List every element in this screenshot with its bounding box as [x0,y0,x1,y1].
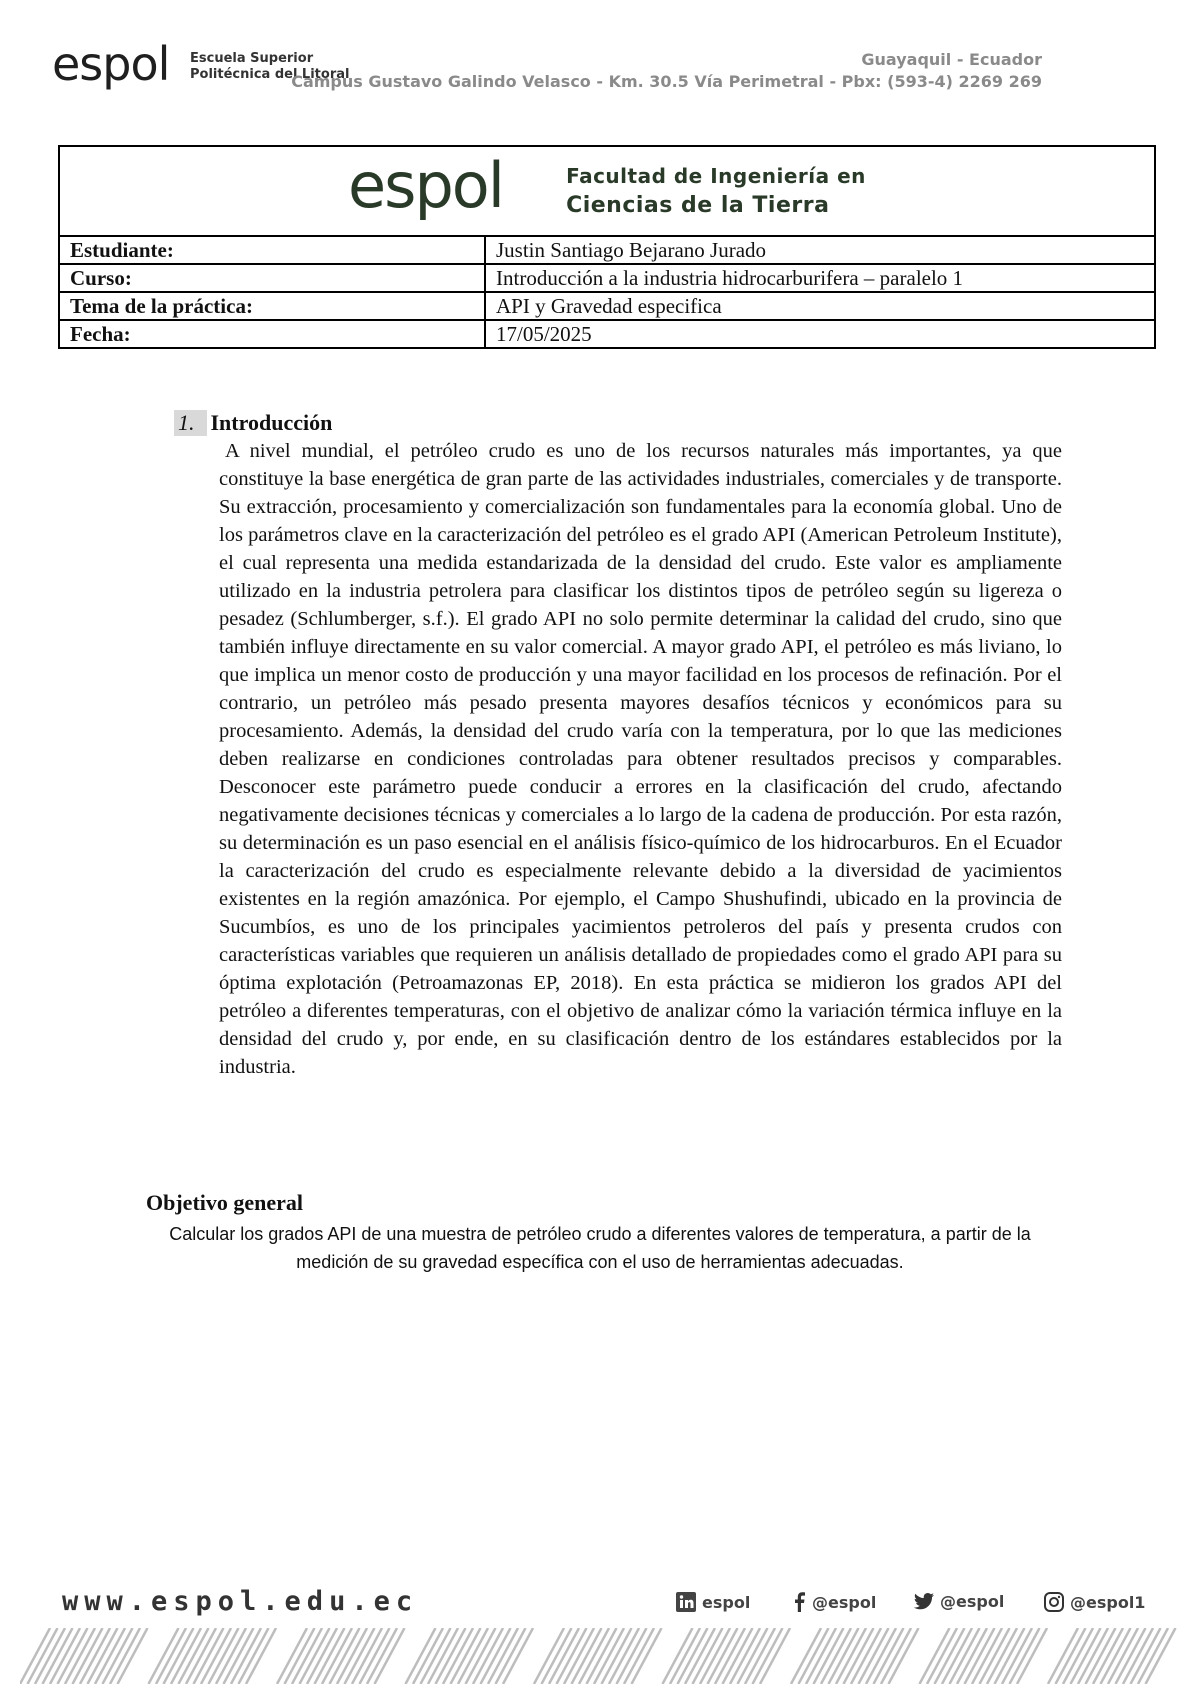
topic-label: Tema de la práctica: [59,292,485,320]
footer-stripes-decoration [20,1628,1180,1684]
stripe-line [186,1628,216,1684]
stripe-line [609,1628,639,1684]
stripe-line [65,1628,95,1684]
stripe-line [1017,1628,1047,1684]
stripe-line [179,1628,209,1684]
stripe-line [987,1628,1017,1684]
stripe-line [164,1628,194,1684]
stripe-line [549,1628,579,1684]
student-label: Estudiante: [59,236,485,264]
header-address: Campus Gustavo Galindo Velasco - Km. 30.5 Vía Perimetral - Pbx: (593-4) 2269 269 [291,72,1042,91]
stripe-block [534,1628,662,1684]
stripe-line [685,1628,715,1684]
facebook-icon [792,1592,806,1612]
stripe-line [700,1628,730,1684]
stripe-line [1078,1628,1108,1684]
stripe-line [110,1628,140,1684]
stripe-line [866,1628,896,1684]
stripe-block [1048,1628,1176,1684]
stripe-line [149,1628,179,1684]
logo-wordmark: espol [52,40,170,91]
course-value: Introducción a la industria hidrocarburifera – paralelo 1 [485,264,1155,292]
stripe-line [617,1628,647,1684]
stripe-line [156,1628,186,1684]
stripe-line [760,1628,790,1684]
stripe-line [753,1628,783,1684]
stripe-line [1138,1628,1168,1684]
facebook-handle: @espol [812,1592,877,1612]
stripe-line [337,1628,367,1684]
stripe-line [624,1628,654,1684]
stripe-line [496,1628,526,1684]
stripe-line [315,1628,345,1684]
stripe-block [663,1628,791,1684]
stripe-line [503,1628,533,1684]
footer-instagram[interactable] [1044,1592,1145,1612]
stripe-line [579,1628,609,1684]
stripe-line [594,1628,624,1684]
stripe-line [836,1628,866,1684]
stripe-line [693,1628,723,1684]
stripe-line [851,1628,881,1684]
student-info-table [58,145,1156,349]
stripe-line [935,1628,965,1684]
stripe-line [466,1628,496,1684]
objective-paragraph: Calcular los grados API de una muestra de petróleo crudo a diferentes valores de temperatura, a partir de la medición de su gravedad específica con el uso de herramientas adecuadas. [169,1224,1031,1272]
stripe-line [451,1628,481,1684]
stripe-line [859,1628,889,1684]
stripe-line [421,1628,451,1684]
stripe-line [300,1628,330,1684]
stripe-line [791,1628,821,1684]
stripe-line [428,1628,458,1684]
stripe-line [20,1628,50,1684]
date-label: Fecha: [59,320,485,348]
stripe-line [799,1628,829,1684]
stripe-line [285,1628,315,1684]
stripe-line [35,1628,65,1684]
stripe-line [360,1628,390,1684]
footer-facebook[interactable] [792,1592,876,1612]
stripe-line [730,1628,760,1684]
faculty-line1: Facultad de Ingeniería en [566,164,866,188]
stripe-line [246,1628,276,1684]
stripe-line [1048,1628,1078,1684]
footer-linkedin[interactable] [676,1592,750,1612]
stripe-line [738,1628,768,1684]
table-row [59,320,1155,348]
stripe-line [972,1628,1002,1684]
stripe-line [406,1628,436,1684]
stripe-line [881,1628,911,1684]
stripe-line [80,1628,110,1684]
twitter-handle: @espol [940,1592,1005,1611]
stripe-line [375,1628,405,1684]
stripe-line [723,1628,753,1684]
stripe-line [821,1628,851,1684]
stripe-line [307,1628,337,1684]
stripe-line [292,1628,322,1684]
stripe-line [1071,1628,1101,1684]
stripe-line [43,1628,73,1684]
table-row [59,236,1155,264]
linkedin-icon [676,1592,696,1612]
stripe-line [632,1628,662,1684]
stripe-line [488,1628,518,1684]
header-city: Guayaquil - Ecuador [861,50,1042,69]
stripe-line [1056,1628,1086,1684]
topic-value: API y Gravedad especifica [485,292,1155,320]
date-value: 17/05/2025 [485,320,1155,348]
stripe-line [980,1628,1010,1684]
stripe-line [572,1628,602,1684]
stripe-line [1086,1628,1116,1684]
stripe-line [345,1628,375,1684]
section-heading [174,410,332,436]
stripe-line [889,1628,919,1684]
stripe-line [209,1628,239,1684]
stripe-line [216,1628,246,1684]
stripe-line [1123,1628,1153,1684]
stripe-line [88,1628,118,1684]
stripe-line [806,1628,836,1684]
logo-subtitle-line2: Politécnica del Litoral [190,67,350,82]
stripe-line [330,1628,360,1684]
faculty-name [566,161,866,221]
stripe-line [231,1628,261,1684]
stripe-line [224,1628,254,1684]
stripe-line [73,1628,103,1684]
instagram-handle: @espol1 [1070,1592,1146,1612]
stripe-line [814,1628,844,1684]
stripe-line [352,1628,382,1684]
twitter-icon [914,1593,934,1610]
stripe-line [1108,1628,1138,1684]
stripe-line [367,1628,397,1684]
objective-title: Objetivo general [146,1190,304,1215]
stripe-line [1063,1628,1093,1684]
stripe-line [277,1628,307,1684]
stripe-block [149,1628,277,1684]
stripe-line [171,1628,201,1684]
student-value: Justin Santiago Bejarano Jurado [485,236,1155,264]
linkedin-handle: espol [702,1592,751,1612]
introduction-paragraph: A nivel mundial, el petróleo crudo es uno de los recursos naturales más importantes, ya que constituye la base energética de gran parte de las actividades industriales, comerciales y de transporte. Su extracción, procesamiento y comercialización son fundamentales para la economía global. Uno de los parámetros clave en la caracterización del petróleo es el grado API (American Petroleum Institute), el cual representa una medida estandarizada de la densidad del crudo. Este valor es ampliamente utilizado en la industria petrolera para clasificar los distintos tipos de petróleo según su ligereza o pesadez (Schlumberger, s.f.). El grado API no solo permite determinar la calidad del crudo, sino que también influye directamente en su valor comercial. A mayor grado API, el petróleo es más liviano, lo que implica un menor costo de producción y una mayor facilidad en los procesos de refinación. Por el contrario, un petróleo más pesado presenta mayores desafíos técnicos y económicos para su procesamiento. Además, la densidad del crudo varía con la temperatura, por lo que las mediciones deben realizarse en condiciones controladas para obtener resultados precisos y comparables. Desconocer este parámetro puede conducir a errores en la clasificación del crudo, afectando negativamente decisiones técnicas y comerciales a lo largo de la cadena de producción. Por esta razón, su determinación es un paso esencial en el análisis físico-químico de los hidrocarburos. En el Ecuador la caracterización del crudo es especialmente relevante debido a la diversidad de yacimientos existentes en la región amazónica. Por ejemplo, el Campo Shushufindi, ubicado en la provincia de Sucumbíos, es uno de los principales yacimientos petroleros del país y presenta crudos con características variables que requieren un análisis detallado de propiedades como el grado API para su óptima explotación (Petroamazonas EP, 2018). En esta práctica se midieron los grados API del petróleo a diferentes temperaturas, con el objetivo de analizar cómo la variación térmica influye en la densidad del crudo y, por ende, en su clasificación dentro de los estándares establecidos por la industria. [219,440,1062,1078]
course-label: Curso: [59,264,485,292]
stripe-line [957,1628,987,1684]
table-row [59,292,1155,320]
stripe-line [745,1628,775,1684]
stripe-line [670,1628,700,1684]
stripe-line [473,1628,503,1684]
stripe-line [103,1628,133,1684]
stripe-line [239,1628,269,1684]
stripe-block [277,1628,405,1684]
stripe-line [28,1628,58,1684]
stripe-line [201,1628,231,1684]
stripe-line [95,1628,125,1684]
stripe-block [20,1628,148,1684]
stripe-line [942,1628,972,1684]
faculty-line2: Ciencias de la Tierra [566,193,830,218]
stripe-line [443,1628,473,1684]
stripe-line [413,1628,443,1684]
section-number: 1. [174,410,207,436]
stripe-line [950,1628,980,1684]
stripe-line [458,1628,488,1684]
stripe-block [791,1628,919,1684]
stripe-line [663,1628,693,1684]
stripe-line [708,1628,738,1684]
stripe-line [920,1628,950,1684]
stripe-line [557,1628,587,1684]
stripe-line [322,1628,352,1684]
footer-twitter[interactable] [914,1592,1004,1611]
stripe-line [534,1628,564,1684]
table-row [59,264,1155,292]
stripe-line [481,1628,511,1684]
stripe-line [965,1628,995,1684]
faculty-logo [348,151,538,231]
stripe-line [542,1628,572,1684]
footer-website-url[interactable]: www.espol.edu.ec [62,1586,419,1617]
stripe-line [1101,1628,1131,1684]
stripe-block [920,1628,1048,1684]
stripe-line [1131,1628,1161,1684]
stripe-line [564,1628,594,1684]
stripe-line [678,1628,708,1684]
stripe-line [995,1628,1025,1684]
instagram-icon [1044,1592,1064,1612]
stripe-line [1146,1628,1176,1684]
stripe-line [844,1628,874,1684]
stripe-line [874,1628,904,1684]
logo-subtitle-line1: Escuela Superior [190,51,314,66]
stripe-line [50,1628,80,1684]
stripe-line [436,1628,466,1684]
stripe-line [829,1628,859,1684]
faculty-logo-wordmark: espol [348,151,504,222]
stripe-line [1116,1628,1146,1684]
stripe-line [118,1628,148,1684]
stripe-line [715,1628,745,1684]
faculty-banner [59,146,1155,236]
stripe-line [1093,1628,1123,1684]
stripe-line [58,1628,88,1684]
stripe-line [194,1628,224,1684]
stripe-line [1010,1628,1040,1684]
stripe-line [1002,1628,1032,1684]
stripe-block [406,1628,534,1684]
stripe-line [927,1628,957,1684]
stripe-line [602,1628,632,1684]
stripe-line [587,1628,617,1684]
section-title: Introducción [210,410,333,435]
